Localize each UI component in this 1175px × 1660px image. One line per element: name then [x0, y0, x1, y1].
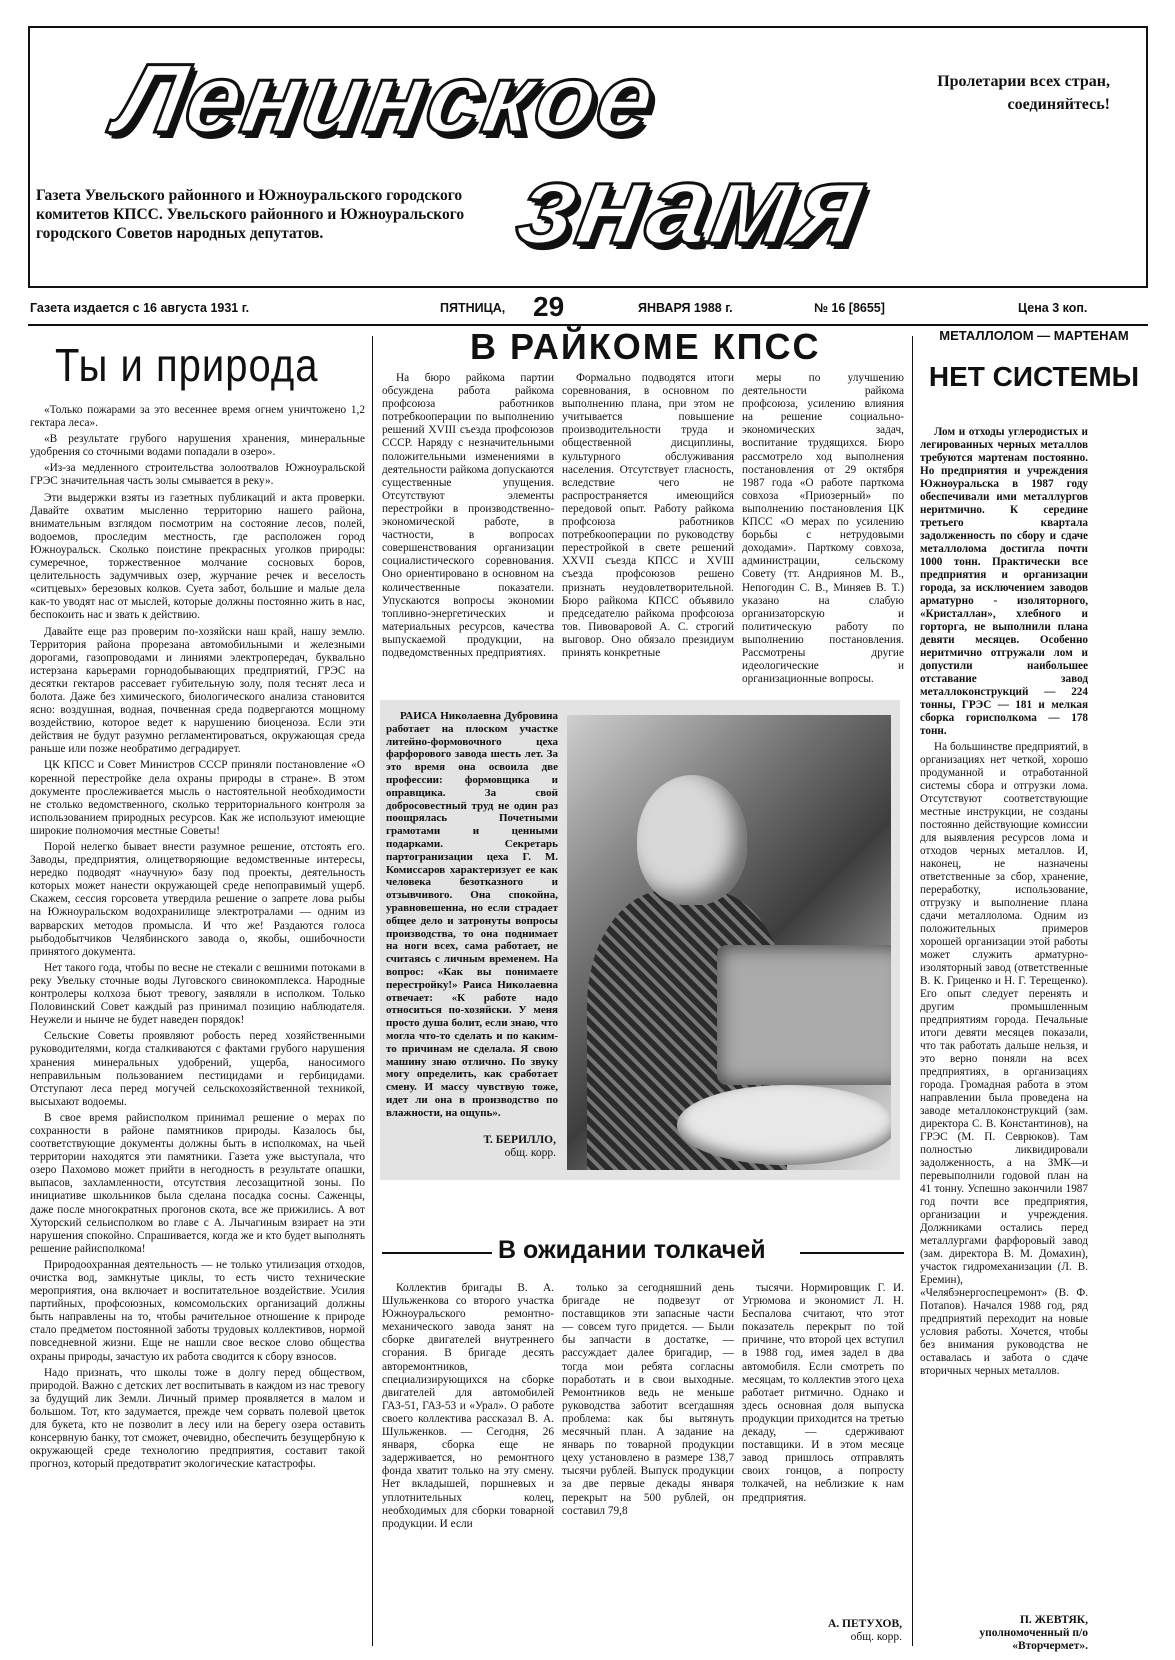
title-rule-right	[800, 1252, 904, 1254]
paragraph: «Из-за медленного строительства золоотвалов Южноуральской ГРЭС значительная часть золы смывается в реку».	[30, 462, 365, 488]
photo-machine	[717, 945, 891, 1085]
author-name: Т. БЕРИЛЛО,	[483, 1134, 556, 1146]
price: Цена 3 коп.	[1018, 301, 1088, 315]
paragraph: Порой нелегко бывает внести разумное решение, отстоять его. Заводы, предприятия, олицетворяющие ведомственные интересы, нередко подводят «научную» базу под проекты, деятельность которых может нанести окружающей среде непоправимый ущерб. Скажем, сессия горсовета утвердила решение о запрете лова рыбы на Южноуральском водохранилище электротралами — одним из варварских методов промысла. И что же! Раздаются голоса рыбодобытчиков Челябинского завода о, якобы, ошибочности принятого документа.	[30, 841, 365, 958]
paragraph: Нет такого года, чтобы по весне не стекали с вешними потоками в реку Увельку сточные воды Луговского свинокомплекса. Народные контролеры колхоза бьют тревогу, заявляли в исполком. Только Половинский Совет каждый раз принимал позицию наблюдателя. Неужели и нынче не будет наведен порядок!	[30, 961, 365, 1027]
article-body-tolkachi-col2	[562, 1282, 734, 1647]
column-divider	[912, 336, 913, 1646]
author-role: общ. корр.	[504, 1147, 556, 1159]
slogan	[890, 70, 1110, 116]
paragraph: Коллектив бригады В. А. Шульженкова со второго участка Южноуральского ремонтно-механического завода занят на сборке двигателей внутреннего сгорания. В бригаде десять авторемонтников, специализирующихся на сборке двигателей для автомобилей ГАЗ-51, ГАЗ-53 и «Урал». О работе своего коллектива рассказал В. А. Шульженков. — Сегодня, 26 января, сборка еще не задерживается, но ремонтного фонда хватит только на эту смену. Нет вкладышей, поршневых и уплотнительных колец, необходимых для сборки товарной продукции. И если	[382, 1282, 554, 1530]
paragraph: «Только пожарами за это весеннее время огнем уничтожено 1,2 гектара леса».	[30, 404, 365, 430]
metal-signature	[920, 1614, 1088, 1653]
author-name: А. ПЕТУХОВ,	[828, 1618, 902, 1630]
paragraph: Сельские Советы проявляют робость перед хозяйственными руководителями, когда сталкиваются с фактами грубого нарушения хранения минеральных удобрений, ущерба, наносимого неправильным пользованием пестицидами и гербицидами. Отступают леса перед могучей сельскохозяйственной техникой, высыхают водоемы.	[30, 1030, 365, 1108]
article-body-raikom-col2	[562, 372, 734, 692]
paragraph: меры по улучшению деятельности райкома профсоюза, усилению влияния на решение социально-экономических задач, воспитание трудящихся. Бюро рассмотрело ход выполнения постановления от 29 октября 1987 года «О работе парткома совхоза «Приозерный» по выполнению постановления ЦК КПСС «О мерах по усилению борьбы с нетрудовыми доходами». Парткому совхоза, администрации, сельскому Совету (тт. Андриянов М. В., Непогодин С. В., Миняев В. Т.) указано на слабую организаторскую и политическую работу по выполнению постановления. Рассмотрены другие идеологические и организационные вопросы.	[742, 372, 904, 686]
article-title-tolkachi: В ожидании толкачей	[498, 1236, 766, 1264]
column-divider	[372, 336, 373, 1646]
paragraph: Давайте еще раз проверим по-хозяйски наш край, нашу землю. Территория района прорезана автомобильными и железными дорогами, газопроводами и линиями электропередач, буквально истерзана карьерами горнодобывающих предприятий, ГРЭС на десятки гектаров рассевает губительную золу, поля теснят леса и болота. Даже без химического, биологического анализа становится ясно: воздушная, водная, почвенная среда подвергаются мощному воздействию, которое ведет к нарушению биоценоза. Если эти действия не будут разумно регламентироваться, окружающая среда раньше или позже необратимо деградирует.	[30, 625, 365, 756]
article-body-metal	[920, 426, 1088, 1646]
photo-figure-head	[637, 775, 747, 905]
issue-info-bar	[28, 293, 1148, 323]
paragraph: Формально подводятся итоги соревнования, в основном по выполнению плана, при этом не учитывается повышение производительности труда и общественной дисциплины, культурного обслуживания населения. Отсутствует гласность, вследствие чего не распространяется имеющийся передовой опыт. Работу райкома профсоюза работников потребкооперации по руководству перестройкой в свете решений XXVII съезда КПСС и XVIII съезда профсоюзов решено признать неудовлетворительной. Бюро райкома КПСС объявило председателю райкома профсоюза тов. Пивоваровой А. С. строгий выговор. Оно обязало президиум принять конкретные	[562, 372, 734, 659]
weekday: ПЯТНИЦА,	[440, 301, 506, 315]
article-body-tolkachi-col3	[742, 1282, 904, 1592]
masthead	[28, 26, 1148, 288]
paragraph: только за сегодняшний день бригаде не подвезут от поставщиков эти запасные части — совсем туго придется. — Были бы запчасти в достатке, — рассуждает далее бригадир, — тогда мои ребята согласны поработать и в свои выходные. Ремонтников ведь не меньше руководства заботит всегдашняя проблема: как бы вытянуть месячный план. А задание на январь по товарной продукции цеху установлено в размере 138,7 тысячи рублей. Выпуск продукции за две первые декады января перекрыт на 500 рублей, он составил 79,8	[562, 1282, 734, 1517]
author-role: общ. корр.	[850, 1631, 902, 1643]
since-date: Газета издается с 16 августа 1931 г.	[30, 301, 250, 315]
lead-paragraph: Лом и отходы углеродистых и легированных черных металлов требуются мартенам постоянно. Но предприятия и учреждения Южноуральска в 1987 году обеспечивали ими металлургов неритмично. К середине третьего квартала задолженность по сбору и сдаче металлолома достигла почти 1000 тонн. Практически все предприятия и организации города, за исключением заводов арматурно - изоляторного, «Кристаллан», хлебного и горторга, не выполнили плана девяти месяцев. Особенно неритмично отгружали лом и допустили наибольшее отставание завод металлоконструкций — 224 тонны, ГРЭС — 181 и мелкая сборка горисполкома — 178 тонн.	[920, 426, 1088, 737]
paragraph: В свое время райисполком принимал решение о мерах по сохранности в районе памятников природы. Казалось бы, соответствующие документы должны быть в исполкомах, на чьей территории находятся эти памятники. Газета уже выступала, что озеро Пахомово может прийти в негодность в результате опашки, выпасов, захламленности, отсутствия лесозащитной зоны. По инициативе школьников была сделана посадка сосны. Саженцы, даже после многократных прогонов скота, все же прижились. А вот Хуторский сельисполком во главе с А. Лычагиным взирает на эти нарушения спокойно. Спрашивается, когда же и кто будет выполнять решение райисполкома!	[30, 1111, 365, 1255]
photo-caption-signature	[386, 1134, 556, 1160]
article-body-raikom-col3	[742, 372, 904, 692]
paragraph: Надо признать, что школы тоже в долгу перед обществом, природой. Важно с детских лет воспитывать в каждом из нас тревогу за будущий лик Земли. Личный пример проявляется в малом и большом. Тот, кто задумается, прежде чем сорвать полевой цветок для букета, кто не позволит в лесу или на берегу озера оставить консервную банку, тот сможет, очевидно, обеспечить безущербную к окружающей среде технологию предприятия, составит такой прогноз, который предотвратит экологические катастрофы.	[30, 1366, 365, 1471]
title-rule-left	[382, 1252, 492, 1254]
article-title-raikom: В РАЙКОМЕ КПСС	[470, 326, 821, 367]
paragraph: Эти выдержки взяты из газетных публикаций и акта проверки. Давайте охватим мысленно территорию нашего района, внимательным взглядом посмотрим на состояние лесов, полей, водоемов, проследим местность, где расположен город Южноуральск. Сколько поистине прекрасных уголков природы: сумеречное, торжественное молчание сосновых боров, целительность задумчивых озер, журчание речек и веселость «ситцевых» березовых колков. Суета забот, большие и малые дела как-то уводят нас от мыслей, которые должны постоянно жить в нас, беспокоить нас и звать к действию.	[30, 491, 365, 622]
slogan-line2: соединяйтесь!	[1007, 96, 1110, 113]
paragraph: ЦК КПСС и Совет Министров СССР приняли постановление «О коренной перестройке дела охраны природы в стране». В этом документе прослеживается мысль о настоятельной необходимости не столько ведомственного, сколько территориального контроля за использованием природных ресурсов. Как же используют имеющие широкие полномочия местные Советы!	[30, 759, 365, 837]
month-year: ЯНВАРЯ 1988 г.	[638, 301, 733, 315]
newspaper-logo-line2: знамя	[508, 142, 877, 267]
article-title-metal: НЕТ СИСТЕМЫ	[928, 361, 1140, 392]
paragraph: «В результате грубого нарушения хранения, минеральные удобрения со сточными водами попадали в озеро».	[30, 433, 365, 459]
photo-caption-text	[386, 710, 558, 1130]
article-body-nature	[30, 404, 365, 1644]
article-body-raikom-col1	[382, 372, 554, 692]
paragraph: Природоохранная деятельность — не только утилизация отходов, очистка вод, замкнутые циклы, то есть чисто технические мероприятия, она включает и воспитательное воздействие. Усилия партийных, профсоюзных, комсомольских организаций должны быть направлены на то, чтобы рачительное отношение к природе стало предметом постоянной заботы трудовых коллективов, нормой повседневной жизни. Еще не нашли свое веское слово общества охраны природы, зачастую их работа сводится к сбору взносов.	[30, 1258, 365, 1363]
article-kicker-metal: МЕТАЛЛОЛОМ — МАРТЕНАМ	[939, 328, 1129, 343]
paragraph: тысячи. Нормировщик Г. И. Угрюмова и экономист Л. Н. Беспалова считают, что этот показатель перекрыт по той причине, что второй цех вступил в 1988 год, имея задел в два автомобиля. Если смотреть по месяцам, то коллектив этого цеха работает ритмично. Однако и здесь основная доля выпуска продукции приходится на третью декаду, — сдерживают поставщики. И в этом месяце завод пришлось отправлять своих гонцов, а попросту толкачей, на неблизкие к нам предприятия.	[742, 1282, 904, 1504]
paragraph: На большинстве предприятий, в организациях нет четкой, хорошо продуманной и отработанной системы сбора и отгрузки лома. Отсутствуют соответствующие местные инструкции, не созданы постоянно действующие комиссии для выявления ресурсов лома и отходов черных металлов. И, наконец, не назначены ответственные за сбор, хранение, переработку, использование, отгрузку и выполнение плана сдачи металлолома. Одним из положительных примеров хорошей организации этой работы может служить арматурно-изоляторный завод (ответственные В. К. Гриценко и Н. Г. Терещенко). Его опыт следует перенять и другим промышленным предприятиям города. Печальные итоги девяти месяцев показали, что так работать дальше нельзя, и это верно поняли на всех предприятиях, в организациях города. Громадная работа в этом направлении была проведена на заводе металлоконструкций (зам. директора С. В. Константинов), на ГРЭС (М. П. Севрюков). Там полностью ликвидировали задолженность, а на ЗМК—и перевыполнили годовой план на 41 тонну. Успешно закончили 1987 год почти все предприятия, организации и учреждения. Должниками остались перед металлургами фарфоровый завод (зам. директора В. М. Домахин), участок гидромеханизации (Л. В. Еремин), «Челябэнергоспецремонт» (В. Ф. Потапов). Начался 1988 год, ряд предприятий переходит на новые условия работы. Хочется, чтобы без внимания руководства не оставалась и забота о сдаче вторичных черных металлов.	[920, 741, 1088, 1377]
paragraph: На бюро райкома партии обсуждена работа райкома профсоюза работников потребкооперации по выполнению решений XVIII съезда профсоюзов СССР. Наряду с незначительными положительными изменениями в деятельности райкома допускаются существенные упущения. Отсутствуют элементы перестройки в производственно-экономической работе, в частности, в вопросах совершенствования организации социалистического соревнования. Оно ориентировано в основном на количественные показатели. Упускаются вопросы экономии топливно-энергетических и материальных ресурсов, качества выпускаемой продукции, на подведомственных предприятиях.	[382, 372, 554, 659]
article-title-nature: Ты и природа	[55, 340, 319, 392]
author-name: П. ЖЕВТЯК,	[1019, 1614, 1088, 1626]
paragraph: РАИСА Николаевна Дубровина работает на плоском участке литейно-формовочного цеха фарфорового завода шесть лет. За это время она освоила две профессии: формовщика и оправщика. За свой добросовестный труд не один раз поощрялась Почетными грамотами и ценными подарками. Секретарь партогранизации цеха Г. М. Комиссаров характеризует ее как человека безотказного и отзывчивого. Она спокойна, уравновешенна, но если страдает общее дело и затронуты вопросы производства, то она поднимает на ноги всех, сама работает, не считаясь с личным временем. На вопрос: «Как вы понимаете перестройку!» Раиса Николаевна отвечает: «К работе надо относиться по-хозяйски. У меня просто душа болит, если знаю, что могла что-то сделать и по каким-то причинам не сделала. Я свою машину знаю отлично. По звуку могу определить, как сработает смену. И массу чувствую тоже, идет ли она в производство по влажности, на ощупь».	[386, 710, 558, 1119]
day-number: 29	[533, 291, 565, 322]
slogan-line1: Пролетарии всех стран,	[937, 73, 1110, 90]
issue-number: № 16 [8655]	[814, 301, 885, 315]
article-body-tolkachi-col1	[382, 1282, 554, 1647]
newspaper-logo-line1: Ленинское	[108, 43, 665, 153]
tolkachi-signature	[742, 1618, 902, 1644]
photo-plate	[677, 1085, 891, 1165]
worker-photo	[567, 715, 891, 1170]
masthead-subtitle: Газета Увельского районного и Южноуральского городского комитетов КПСС. Увельского районного и Южноуральского городского Советов народных депутатов.	[36, 187, 465, 242]
author-role: уполномоченный п/о «Вторчермет».	[979, 1627, 1088, 1652]
